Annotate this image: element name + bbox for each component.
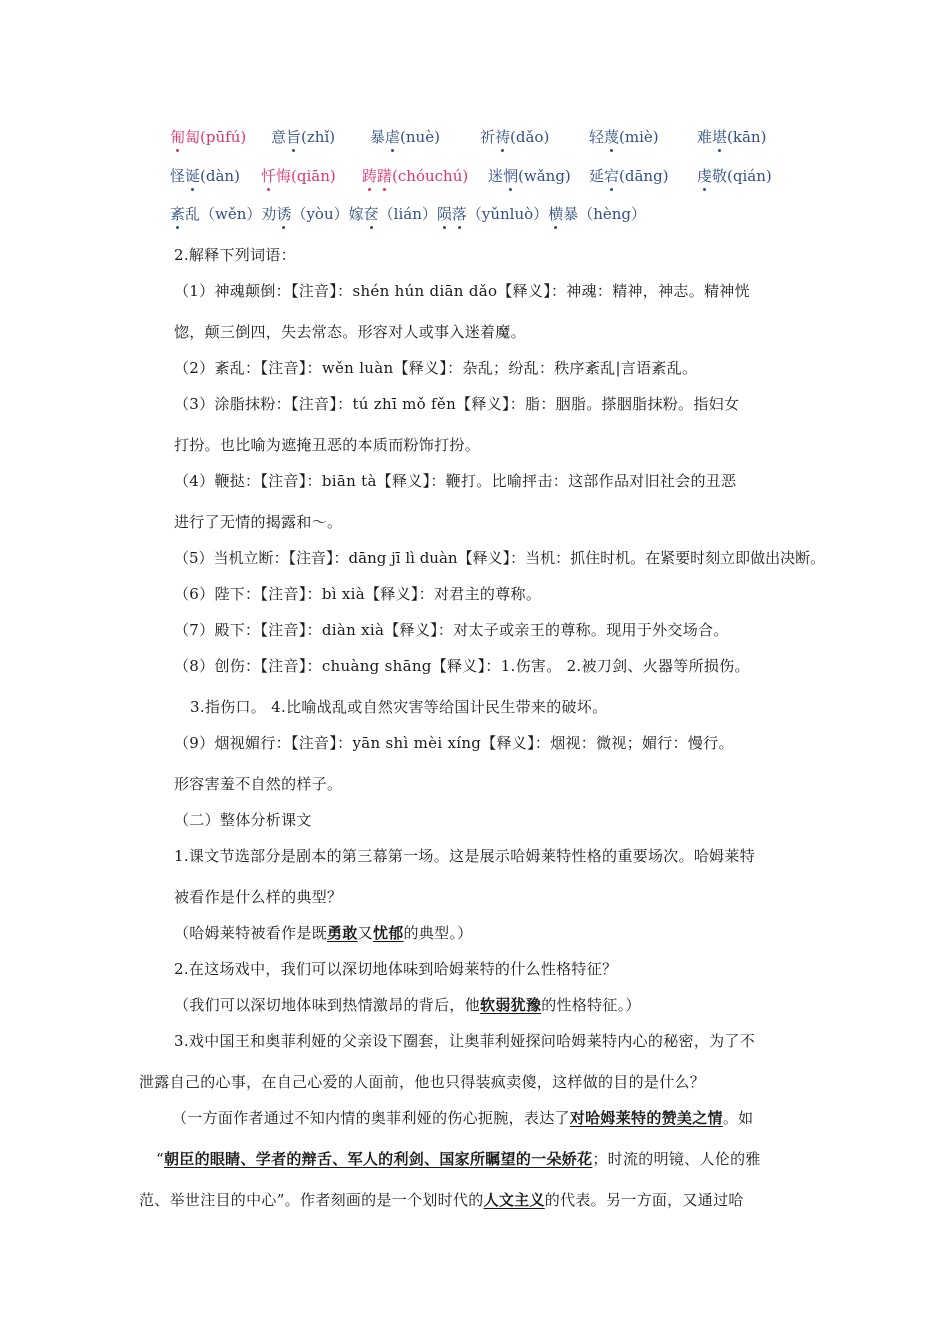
definition-7: （7）殿下：【注音】：diàn xià【释义】：对太子或亲王的尊称。现用于外交场合。	[174, 621, 729, 639]
vocab-pinyin: (kān)	[727, 128, 767, 146]
question-3-line-2: 泄露自己的心事，在自己心爱的人面前，他也只得装疯卖傻，这样做的目的是什么？	[139, 1073, 706, 1091]
definition-9-line-1: （9）烟视媚行：【注音】：yān shì mèi xíng【释义】：烟视：微视；媚行：慢行。	[174, 734, 734, 752]
vocab-characters: 陨落	[436, 205, 467, 223]
definition-8-line-2: 3.指伤口。 4.比喻战乱或自然灾害等给国计民生带来的破坏。	[190, 698, 608, 716]
definition-9-line-2: 形容害羞不自然的样子。	[174, 775, 343, 793]
vocab-characters: 迷惘	[488, 167, 519, 185]
vocab-pinyin: (dàn)	[200, 167, 240, 185]
question-2: 2.在这场戏中，我们可以深切地体味到哈姆莱特的什么性格特征？	[174, 960, 618, 978]
vocab-pinyin: (qián)	[727, 167, 772, 185]
answer-3-line-1: （一方面作者通过不知内情的奥菲利娅的伤心扼腕，表达了对哈姆莱特的赞美之情。如	[172, 1109, 754, 1127]
answer-3-line-3: 范、举世注目的中心”。作者刻画的是一个划时代的人文主义的代表。另一方面，又通过哈	[139, 1191, 744, 1209]
vocab-pinyin: (dāng)	[619, 167, 669, 185]
vocab-characters: 嫁奁	[348, 205, 379, 223]
definition-1-line-1: （1）神魂颠倒：【注音】：shén hún diān dǎo【释义】：神魂：精神，神志。精神恍	[174, 282, 750, 300]
definition-1-line-2: 惚，颠三倒四，失去常态。形容对人或事入迷着魔。	[174, 323, 526, 341]
vocab-word	[697, 126, 766, 147]
vocab-pinyin: （wěn）	[200, 205, 262, 223]
vocab-characters: 忏悔	[261, 167, 292, 185]
vocab-word	[170, 126, 246, 147]
vocab-word	[261, 165, 336, 186]
vocab-characters: 踌躇	[362, 167, 393, 185]
answer-3-line-2: “朝臣的眼睛、学者的辩舌、军人的利剑、国家所瞩望的一朵娇花；时流的明镜、人伦的雅	[156, 1150, 761, 1168]
vocab-pinyin: (wǎng)	[518, 167, 571, 185]
definition-3-line-1: （3）涂脂抹粉：【注音】：tú zhī mǒ fěn【释义】：脂：胭脂。搽胭脂抹粉。指妇女	[174, 395, 740, 413]
vocab-word	[589, 126, 659, 147]
question-3-line-1: 3.戏中国王和奥菲利娅的父亲设下圈套，让奥菲利娅探问哈姆莱特内心的秘密，为了不	[174, 1032, 756, 1050]
heading-explain-words: 2.解释下列词语：	[174, 246, 297, 264]
vocab-characters: 紊乱	[170, 205, 201, 223]
vocab-characters: 轻蔑	[589, 128, 620, 146]
definition-6: （6）陛下：【注音】：bì xià【释义】：对君主的尊称。	[174, 585, 542, 603]
definition-5: （5）当机立断：【注音】：dāng jī lì duàn【释义】：当机：抓住时机。在紧要时刻立即做出决断。	[174, 549, 826, 567]
answer-2: （我们可以深切地体味到热情激昂的背后，他软弱犹豫的性格特征。）	[174, 996, 641, 1014]
vocab-pinyin: (nuè)	[400, 128, 440, 146]
vocab-word	[170, 165, 240, 186]
vocab-characters: 意旨	[271, 128, 302, 146]
vocab-characters: 祈祷	[480, 128, 511, 146]
vocab-pinyin: （yǔnluò）	[466, 205, 549, 223]
vocab-characters: 难堪	[697, 128, 728, 146]
vocab-characters: 横暴	[548, 205, 579, 223]
answer-1-keyword-brave: 勇敢	[327, 924, 358, 942]
section-heading-analysis: （二）整体分析课文	[174, 811, 312, 829]
vocab-word	[370, 126, 440, 147]
vocab-characters: 劝诱	[261, 205, 292, 223]
vocab-pinyin: (pūfú)	[200, 128, 247, 146]
vocab-characters: 延宕	[589, 167, 620, 185]
definition-3-line-2: 打扮。也比喻为遮掩丑恶的本质而粉饰打扮。	[174, 436, 481, 454]
vocab-pinyin: (qiān)	[291, 167, 336, 185]
vocab-pinyin: （hèng）	[578, 205, 647, 223]
vocab-word	[480, 126, 549, 147]
answer-3-keyword-humanism: 人文主义	[483, 1191, 545, 1209]
vocab-pinyin: (zhǐ)	[301, 128, 336, 146]
definition-8-line-1: （8）创伤：【注音】：chuàng shāng【释义】：1.伤害。 2.被刀剑、火器等所损伤。	[174, 657, 750, 675]
vocab-characters: 暴虐	[370, 128, 401, 146]
vocab-pinyin: （lián）	[378, 205, 437, 223]
answer-2-keyword: 软弱犹豫	[480, 996, 542, 1014]
answer-3-keyword-praise: 对哈姆莱特的赞美之情	[569, 1109, 723, 1127]
vocab-characters: 虔敬	[697, 167, 728, 185]
definition-4-line-1: （4）鞭挞：【注音】：biān tà【释义】：鞭打。比喻抨击：这部作品对旧社会的丑恶	[174, 472, 737, 490]
definition-2: （2）紊乱：【注音】：wěn luàn【释义】：杂乱；纷乱：秩序紊乱|言语紊乱。	[174, 359, 698, 377]
answer-1: （哈姆莱特被看作是既勇敢又忧郁的典型。）	[174, 924, 473, 942]
vocab-pinyin: (chóuchú)	[392, 167, 469, 185]
vocab-word	[271, 126, 335, 147]
vocab-pinyin: (miè)	[619, 128, 659, 146]
definition-4-line-2: 进行了无情的揭露和～。	[174, 513, 343, 531]
question-1-line-2: 被看作是什么样的典型？	[174, 888, 343, 906]
answer-3-keyword-quote: 朝臣的眼睛、学者的辩舌、军人的利剑、国家所瞩望的一朵娇花	[163, 1150, 593, 1168]
vocab-word	[697, 165, 772, 186]
vocab-row-3-line	[170, 203, 646, 224]
vocab-word	[488, 165, 571, 186]
answer-1-keyword-melancholy: 忧郁	[372, 924, 404, 942]
vocab-word	[362, 165, 468, 186]
vocab-pinyin: (dǎo)	[510, 128, 550, 146]
vocab-pinyin: （yòu）	[291, 205, 349, 223]
vocab-word	[589, 165, 669, 186]
vocab-characters: 匍匐	[170, 128, 201, 146]
vocab-characters: 怪诞	[170, 167, 201, 185]
question-1-line-1: 1.课文节选部分是剧本的第三幕第一场。这是展示哈姆莱特性格的重要场次。哈姆莱特	[174, 847, 756, 865]
